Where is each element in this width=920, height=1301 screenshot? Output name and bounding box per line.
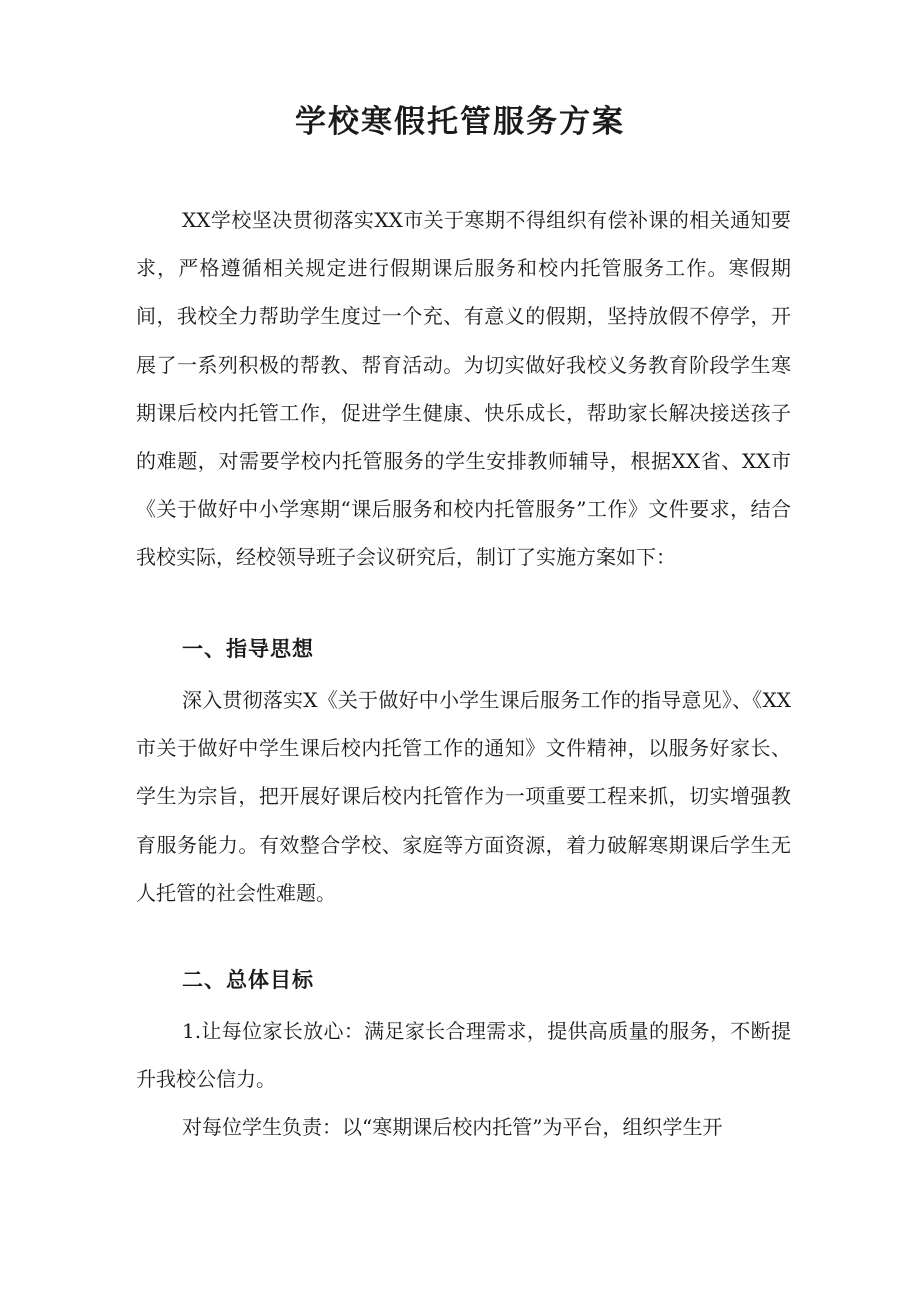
section-2-paragraph-2: 对每位学生负责：以“寒期课后校内托管”为平台，组织学生开 [182, 1115, 723, 1139]
section-2-paragraph-1: 1.让每位家长放心：满足家长合理需求，提供高质量的服务，不断提升我校公信力。 [136, 1019, 791, 1092]
document-title: 学校寒假托管服务方案 [295, 104, 625, 140]
section-1-paragraph: 深入贯彻落实X《关于做好中小学生课后服务工作的指导意见》、《XX市关于做好中学生课后校内托管工作的通知》文件精神，以服务好家长、学生为宗旨，把开展好课后校内托管作为一项重要工程来抓，切实增强教育服务能力。有效整合学校、家庭等方面资源，着力破解寒期课后学生无人托管的社会性难题。 [136, 688, 791, 905]
intro-paragraph: XX学校坚决贯彻落实XX市关于寒期不得组织有偿补课的相关通知要求，严格遵循相关规定进行假期课后服务和校内托管服务工作。寒假期间，我校全力帮助学生度过一个充、有意义的假期，坚持放假不停学，开展了一系列积极的帮教、帮育活动。为切实做好我校义务教育阶段学生寒期课后校内托管工作，促进学生健康、快乐成长，帮助家长解决接送孩子的难题，对需要学校内托管服务的学生安排教师辅导，根据XX省、XX市《关于做好中小学寒期“课后服务和校内托管服务”工作》文件要求，结合我校实际，经校领导班子会议研究后，制订了实施方案如下： [136, 208, 791, 570]
section-heading-guiding-ideology: 一、指导思想 [182, 637, 314, 661]
section-heading-overall-goals: 二、总体目标 [182, 968, 314, 992]
